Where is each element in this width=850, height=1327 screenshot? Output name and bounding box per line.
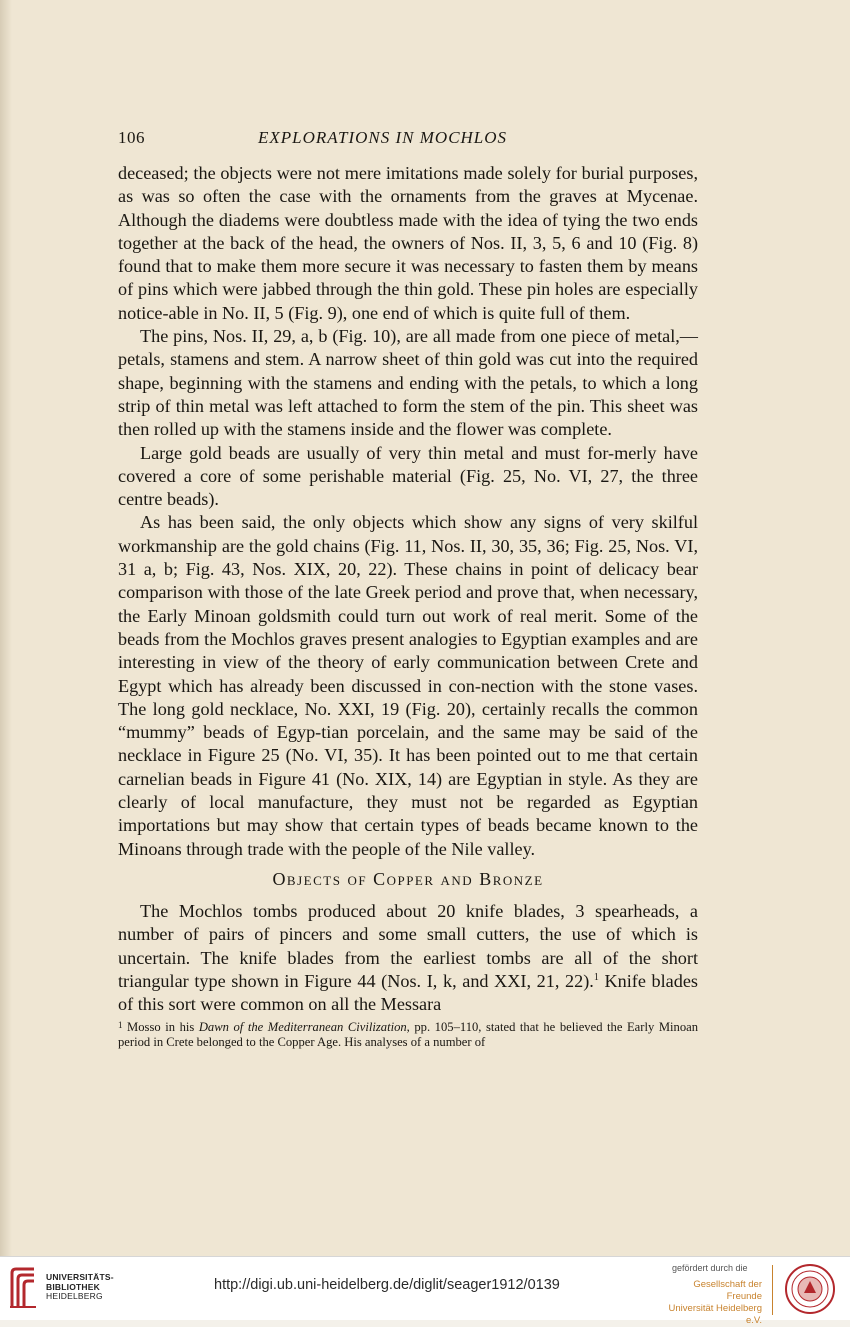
running-header — [118, 128, 698, 162]
library-name[interactable] — [46, 1273, 114, 1302]
university-seal-icon — [784, 1263, 836, 1315]
footnote-mark: 1 — [118, 1020, 123, 1031]
paragraph — [118, 900, 698, 1016]
page-spine-shadow — [0, 0, 12, 1256]
footer-divider — [772, 1265, 773, 1315]
paragraph-text: Knife blades of this sort were common on all the Messara — [118, 970, 699, 1015]
library-name-line: BIBLIOTHEK — [46, 1281, 100, 1292]
footnote-text: Mosso in his — [122, 1020, 199, 1035]
footnote-text: , pp. 105–110, stated that he believed the Early Minoan period in Crete belonged to the Copper Age. His analyses of a number of — [118, 1020, 699, 1050]
section-heading: Objects of Copper and Bronze — [272, 868, 544, 889]
body-text — [118, 162, 698, 1016]
paragraph: deceased; the objects were not mere imitations made solely for burial purposes, as was so often the case with the ornaments from the graves at Mycenae. Although the diadems were doubtless made with the idea of tying the two ends together at the back of the head, the owners of Nos. II, 3, 5, 6 and 10 (Fig. 8) found that to make them more secure it was necessary to fasten them by means of pins which were jabbed through the thin gold. These pin holes are especially notice-able in No. II, 5 (Fig. 9), one end of which is quite full of them. — [118, 163, 698, 323]
sponsor-name-line: Gesellschaft der Freunde — [693, 1279, 762, 1302]
sponsor-label: gefördert durch die — [672, 1263, 748, 1273]
viewer-footer — [0, 1256, 850, 1326]
paragraph: The pins, Nos. II, 29, a, b (Fig. 10), are all made from one piece of metal,—petals, stamens and stem. A narrow sheet of thin gold was cut into the required shape, beginning with the stamens and ending with the petals, to which a long strip of thin metal was left attached to form the stem of the pin. This sheet was then rolled up with the stamens inside and the flower was complete. — [118, 326, 698, 440]
sponsor-name[interactable] — [656, 1279, 762, 1327]
page-number: 106 — [118, 128, 145, 147]
running-title: EXPLORATIONS IN MOCHLOS — [258, 128, 508, 147]
footnote-ref: 1 — [593, 971, 599, 983]
paragraph-text: The Mochlos tombs produced about 20 knife blades, 3 spearheads, a number of pairs of pincers and some small cutters, the use of which is uncertain. The knife blades from the earliest tombs are all of the short triangular type shown in Figure 44 (Nos. I, k, and XXI, 21, 22). — [118, 900, 698, 991]
footnote — [118, 1018, 698, 1050]
footnote-book-title: Dawn of the Mediterranean Civilization — [198, 1020, 407, 1035]
book-page — [118, 128, 698, 1050]
library-name-line: UNIVERSITÄTS- — [46, 1272, 114, 1282]
library-name-line: HEIDELBERG — [46, 1291, 103, 1301]
sponsor-name-line: Universität Heidelberg e.V. — [668, 1303, 762, 1326]
permalink-url[interactable]: http://digi.ub.uni-heidelberg.de/diglit/seager1912/0139 — [214, 1277, 560, 1293]
paragraph: As has been said, the only objects which show any signs of very skilful workmanship are the gold chains (Fig. 11, Nos. II, 30, 35, 36; Fig. 25, Nos. VI, 31 a, b; Fig. 43, Nos. XIX, 20, 22). These chains in point of delicacy bear comparison with those of the late Greek period and prove that, when necessary, the Early Minoan goldsmith could turn out work of real merit. Some of the beads from the Mochlos graves present analogies to Egyptian examples and are interesting in view of the theory of early communication between Crete and Egypt which has already been discussed in con-nection with the stone vases. The long gold necklace, No. XXI, 19 (Fig. 20), certainly recalls the common “mummy” beads of Egyp-tian porcelain, and the same may be said of the necklace in Figure 25 (No. VI, 35). It has been pointed out to me that certain carnelian beads in Figure 41 (No. XIX, 14) are Egyptian in style. As they are clearly of local manufacture, they must not be regarded as Egyptian importations but may show that certain types of beads became known to the Minoans through trade with the people of the Nile valley. — [118, 512, 698, 859]
university-library-logo-icon[interactable] — [8, 1267, 38, 1309]
paragraph: Large gold beads are usually of very thin metal and must for-merly have covered a core of some perishable material (Fig. 25, No. VI, 27, the three centre beads). — [118, 442, 698, 510]
